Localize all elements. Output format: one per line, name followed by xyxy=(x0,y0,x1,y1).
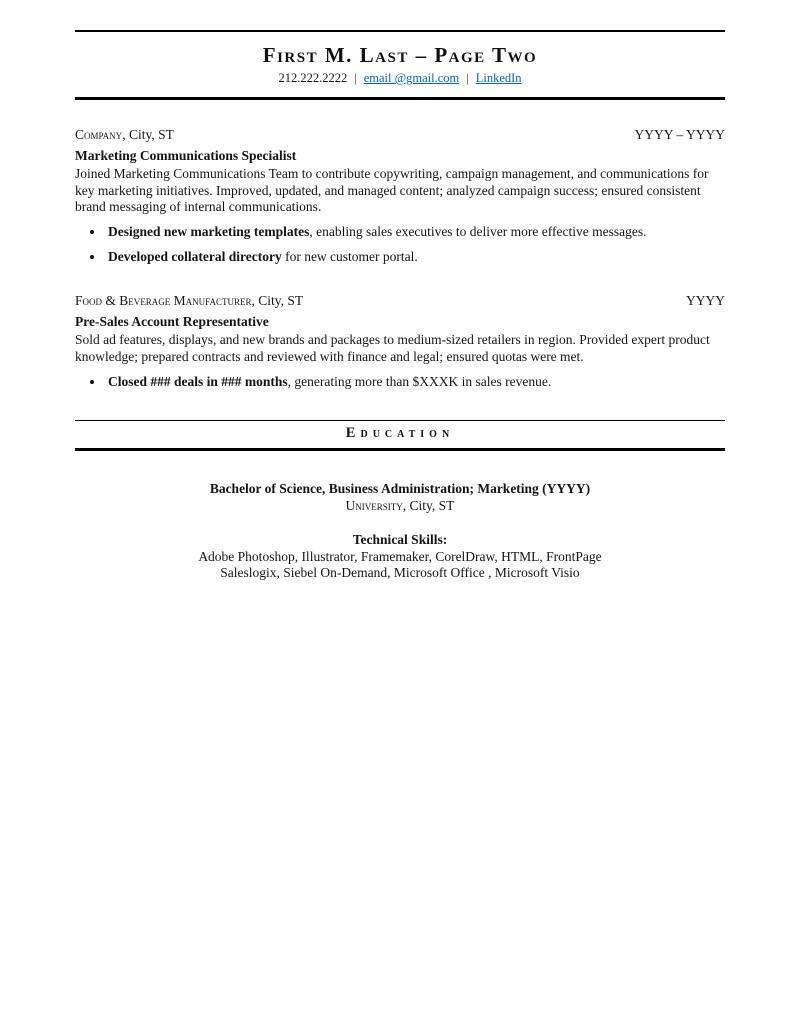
bullet-text: , generating more than $XXXK in sales revenue. xyxy=(287,373,552,389)
bullet-item xyxy=(105,224,725,241)
education-section-header xyxy=(75,420,725,451)
job-bullet-list xyxy=(75,224,725,265)
degree-line: Bachelor of Science, Business Administration; Marketing (YYYY) xyxy=(209,481,591,497)
job-title: Pre-Sales Account Representative xyxy=(75,314,269,330)
company-name: Food & Beverage Manufacturer xyxy=(75,292,252,308)
bullet-item xyxy=(105,374,725,391)
company-line xyxy=(75,293,303,310)
job-summary: Joined Marketing Communications Team to contribute copywriting, campaign management, and communications for key marketing initiatives. Improved, updated, and managed content; analyzed campaign success; ensured consistent brand messaging of internal communications. xyxy=(75,166,709,215)
education-heading: Education xyxy=(345,425,455,442)
job-summary: Sold ad features, displays, and new brands and packages to medium-sized retailers in region. Provided expert product knowledge; prepared contracts and reviewed with finance and legal; ensured quotas were met. xyxy=(75,332,710,364)
header-bottom-divider xyxy=(75,97,725,100)
contact-separator: | xyxy=(466,71,469,86)
company-line xyxy=(75,127,174,144)
bullet-bold: Designed new marketing templates xyxy=(108,224,310,240)
email-link[interactable]: email @gmail.com xyxy=(363,71,460,86)
job-header xyxy=(75,127,725,144)
section-bottom-divider xyxy=(75,448,725,451)
job-bullet-list xyxy=(75,374,725,391)
job-dates: YYYY xyxy=(686,292,725,308)
skills-heading: Technical Skills: xyxy=(352,531,448,547)
bullet-text: , enabling sales executives to deliver more effective messages. xyxy=(309,224,647,240)
experience-entry xyxy=(75,127,725,266)
bullet-text: for new customer portal. xyxy=(281,248,418,264)
education-content xyxy=(75,481,725,582)
bullet-item xyxy=(105,249,725,266)
job-header xyxy=(75,293,725,310)
university-line xyxy=(75,498,725,515)
skills-line: Adobe Photoshop, Illustrator, Framemaker, CorelDraw, HTML, FrontPage xyxy=(198,548,602,564)
page-title: First M. Last – Page Two xyxy=(262,43,538,67)
experience-entry xyxy=(75,293,725,391)
company-location: , City, ST xyxy=(251,292,304,308)
company-location: , City, ST xyxy=(122,126,174,142)
contact-separator: | xyxy=(354,71,357,86)
university-name: University xyxy=(345,498,403,514)
company-name: Company xyxy=(75,126,123,142)
job-dates: YYYY – YYYY xyxy=(634,126,725,142)
bullet-bold: Developed collateral directory xyxy=(108,248,282,264)
bullet-bold: Closed ### deals in ### months xyxy=(108,373,288,389)
header-top-divider xyxy=(75,30,725,32)
linkedin-link[interactable]: LinkedIn xyxy=(475,71,522,86)
contact-line xyxy=(75,71,725,87)
job-title: Marketing Communications Specialist xyxy=(75,148,297,164)
skills-line: Saleslogix, Siebel On-Demand, Microsoft Office , Microsoft Visio xyxy=(220,565,580,581)
university-location: , City, ST xyxy=(402,498,455,514)
phone-number: 212.222.2222 xyxy=(278,71,348,86)
